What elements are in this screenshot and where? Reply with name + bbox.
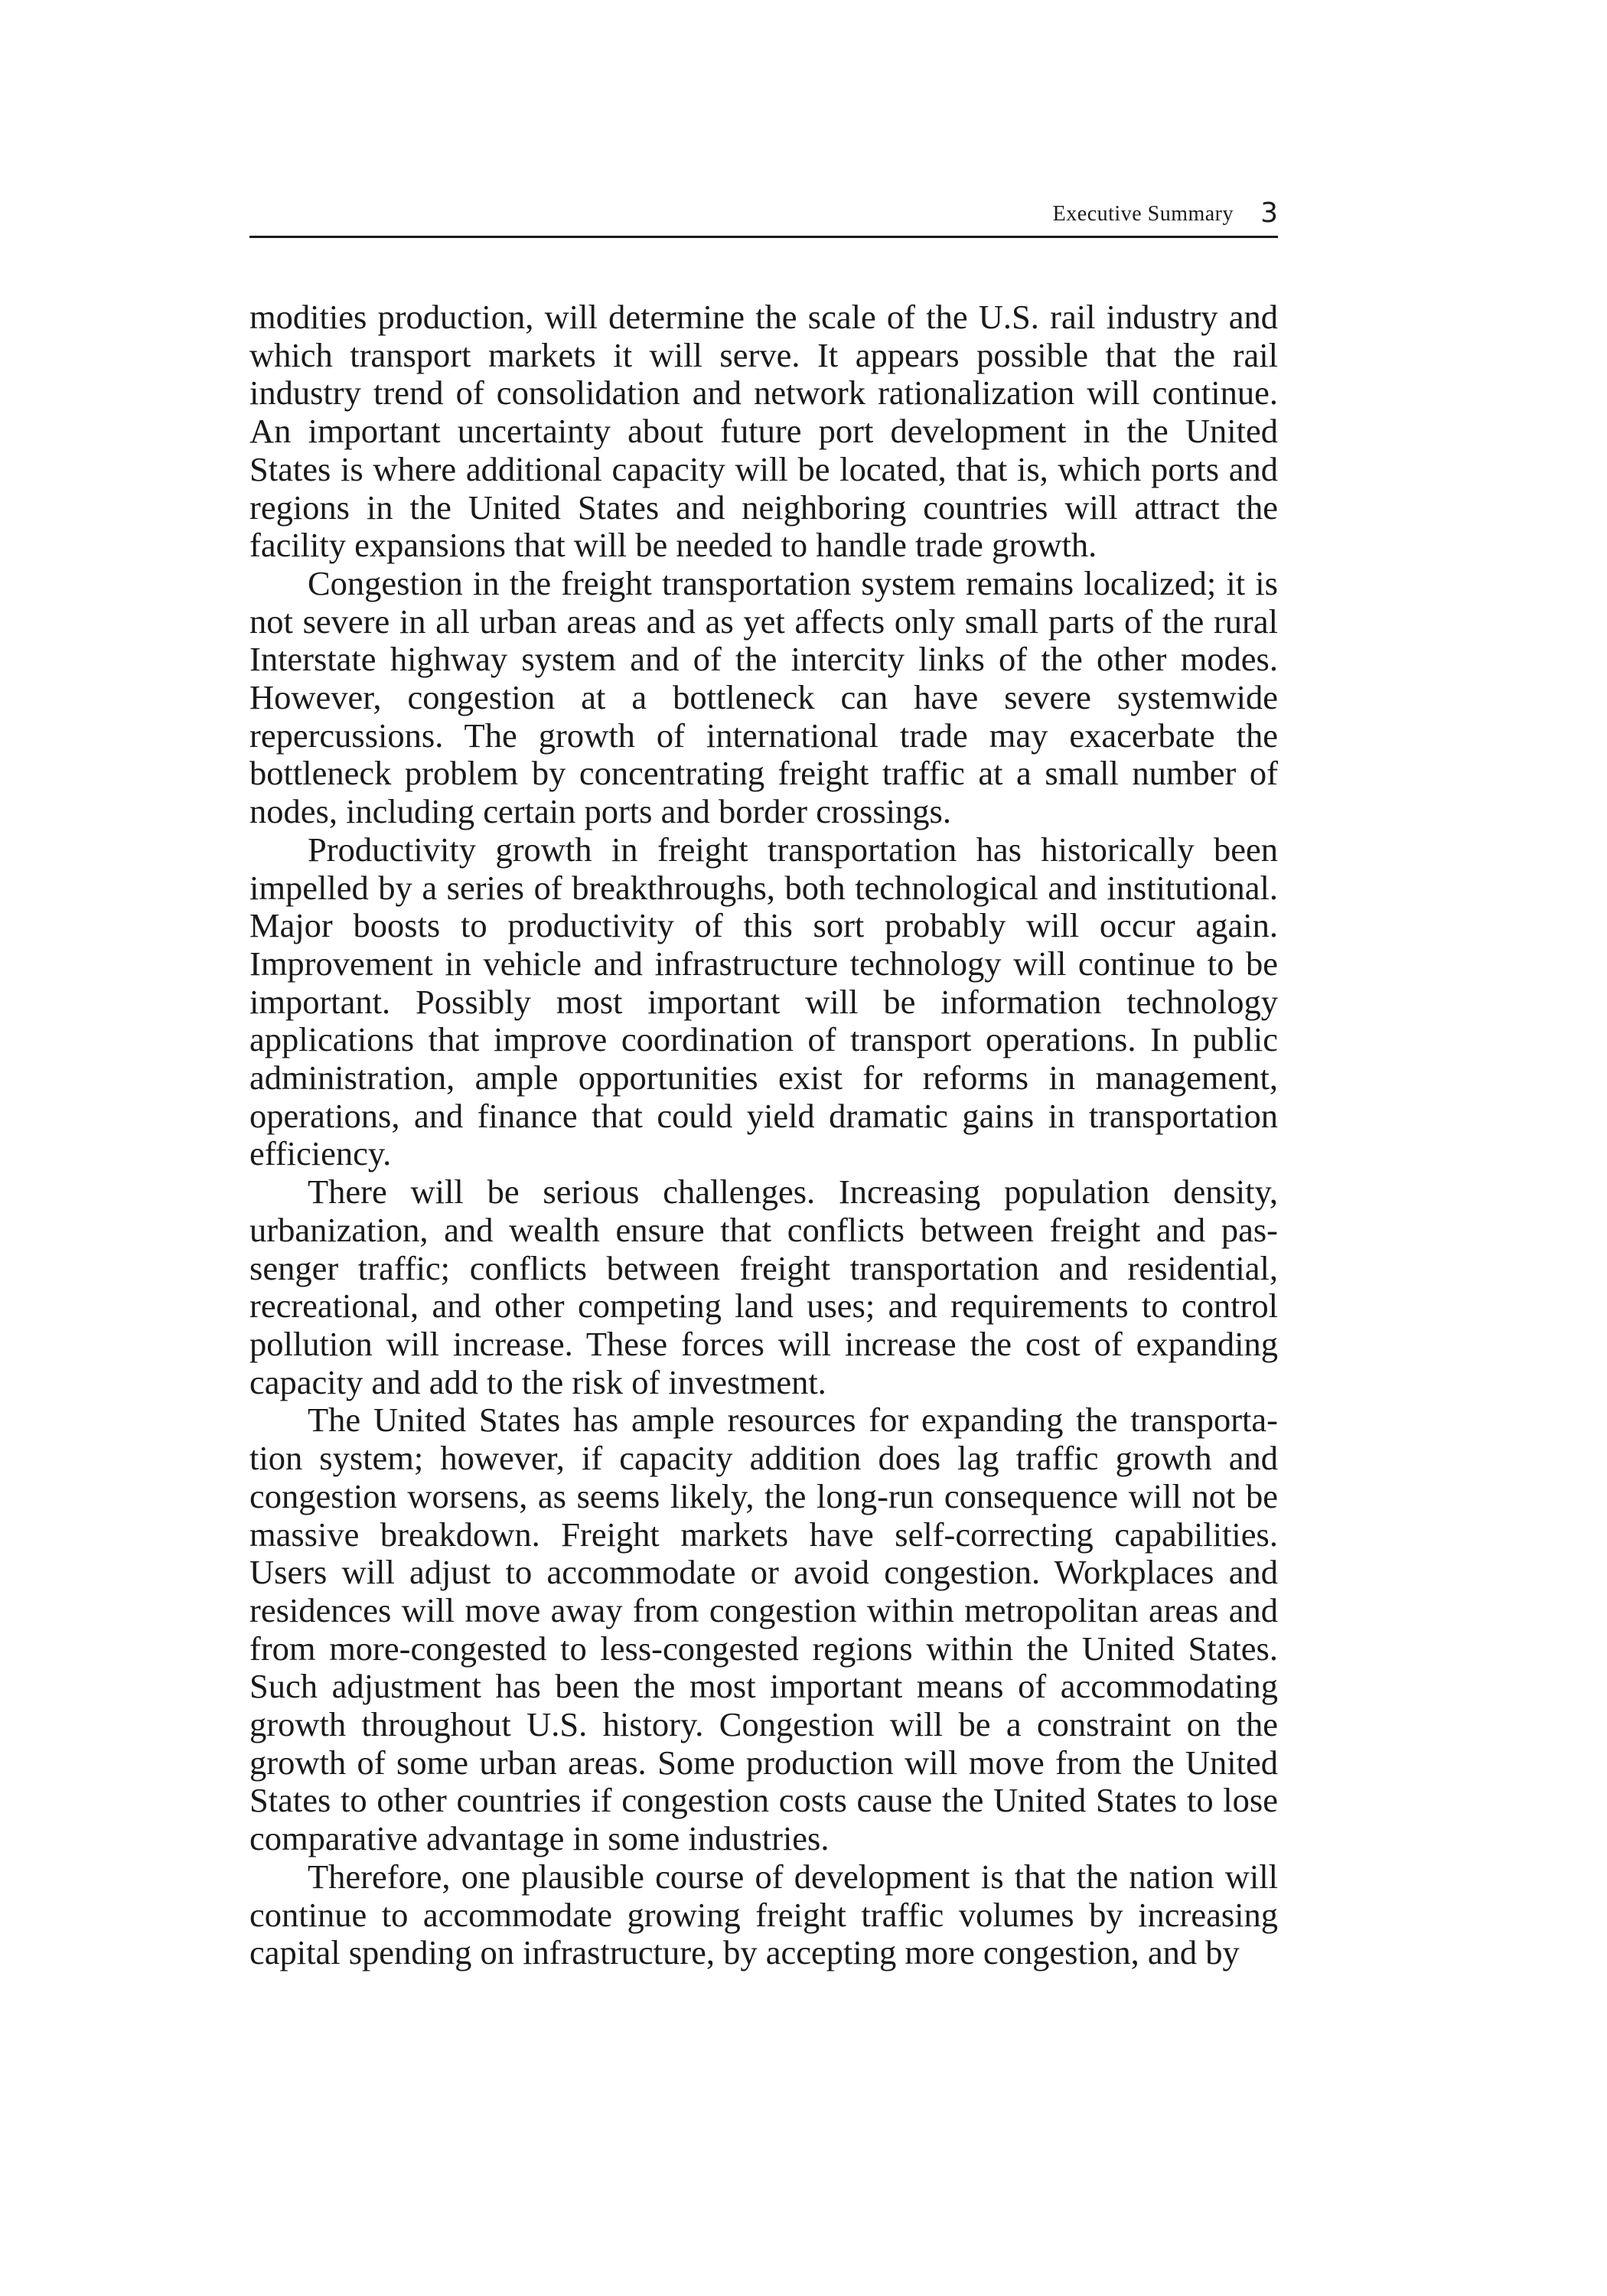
body-text (249, 298, 1278, 1972)
running-title: Executive Summary (1052, 202, 1234, 226)
page-number: 3 (1260, 197, 1278, 229)
running-head (249, 197, 1278, 238)
paragraph: The United States has ample resources for expanding the transportation system; however, if capacity addition does lag traffic growth and congestion worsens, as seems likely, the long-run consequence will not be massive breakdown. Freight markets have self-correcting capabilities. Users will adjust to accommodate or avoid congestion. Workplaces and residences will move away from congestion within metropolitan areas and from more-congested to less-congested regions within the United States. Such adjustment has been the most important means of accommodating growth throughout U.S. history. Congestion will be a constraint on the growth of some urban areas. Some production will move from the United States to other countries if congestion costs cause the United States to lose comparative advantage in some industries. (249, 1401, 1278, 1858)
paragraph: Congestion in the freight transportation system remains localized; it is not severe in all urban areas and as yet affects only small parts of the rural Interstate highway system and of the intercity links of the other modes. However, congestion at a bottleneck can have severe systemwide repercussions. The growth of international trade may exacerbate the bottleneck problem by concentrating freight traffic at a small number of nodes, including certain ports and border crossings. (249, 563, 1278, 831)
paragraph: Therefore, one plausible course of development is that the nation will continue to accommodate growing freight traffic volumes by increasing capital spending on infrastructure, by accepting more congestion, and by (249, 1857, 1278, 1972)
paragraph-continued: modities production, will determine the scale of the U.S. rail industry and which transport markets it will serve. It appears possible that the rail industry trend of consolidation and network rationalization will continue. An important uncertainty about future port development in the United States is where additional capacity will be located, that is, which ports and regions in the United States and neighboring countries will attract the facility expansions that will be needed to handle trade growth. (249, 298, 1278, 565)
paragraph: There will be serious challenges. Increasing population density, urbanization, and wealth ensure that conflicts between freight and passenger traffic; conflicts between freight transportation and residential, recreational, and other competing land uses; and requirements to control pollution will increase. These forces will increase the cost of expanding capacity and add to the risk of investment. (249, 1172, 1278, 1401)
paragraph: Productivity growth in freight transportation has historically been impelled by a series of breakthroughs, both technological and institutional. Major boosts to productivity of this sort probably will occur again. Improvement in vehicle and infrastructure technology will continue to be important. Possibly most important will be information technology applications that improve coordination of transport operations. In public administration, ample opportunities exist for reforms in management, operations, and finance that could yield dramatic gains in transportation efficiency. (249, 830, 1278, 1173)
